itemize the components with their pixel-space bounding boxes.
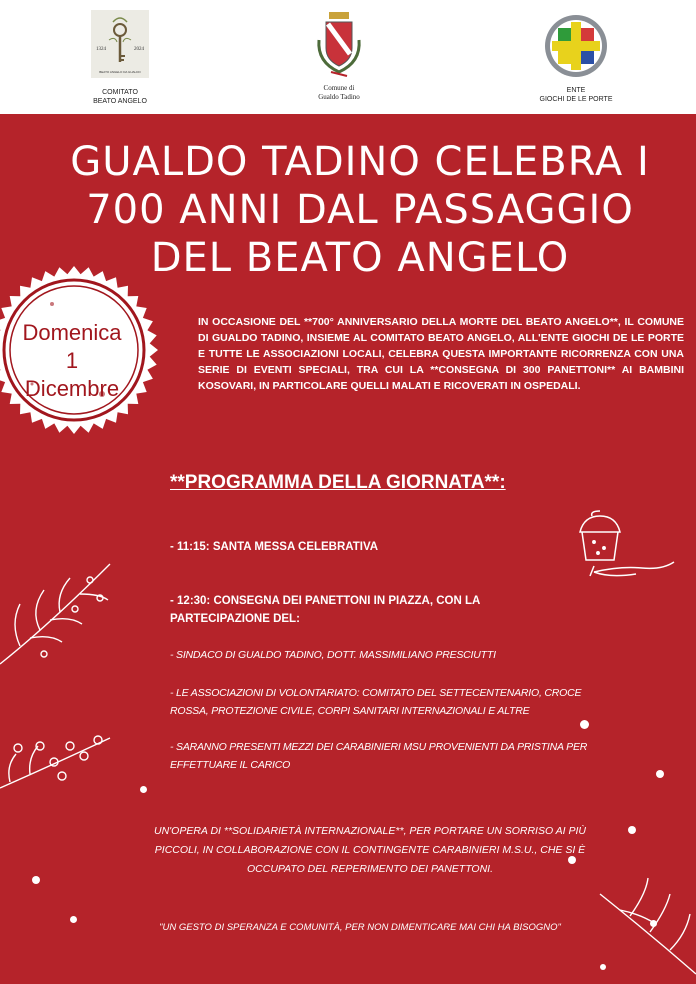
subitem-line: - SARANNO PRESENTI MEZZI DEI CARABINIERI MSU PROVENIENTI DA PRISTINA PER [170,741,588,753]
stamp-text [0,319,152,403]
program-subitem [170,684,640,720]
coat-of-arms-icon [309,10,369,82]
years-left: 1324 [96,47,106,52]
cross-emblem-icon [544,14,608,78]
closing-line: OCCUPATO DEL REPERIMENTO DEI PANETTONI. [246,863,494,875]
logo-caption: ENTE GIOCHI DE LE PORTE [539,87,613,103]
decorative-dot [600,964,606,970]
logo-caption: Comune di Gualdo Tadino [318,84,360,101]
decorative-dot [580,720,589,729]
closing-quote: "UN GESTO DI SPERANZA E COMUNITÀ, PER NON DIMENTICARE MAI CHI HA BISOGNO" [159,922,561,933]
program-item-line: - 12:30: CONSEGNA DEI PANETTONI IN PIAZZA, CON LA [170,595,481,607]
subitem-line: - LE ASSOCIAZIONI DI VOLONTARIATO: COMITATO DEL SETTECENTENARIO, CROCE [170,687,582,699]
decorative-dot [70,916,77,923]
intro-paragraph: IN OCCASIONE DEL **700° ANNIVERSARIO DELLA MORTE DEL BEATO ANGELO**, IL COMUNE DI GUALDO TADINO, INSIEME AL COMITATO BEATO ANGELO, ALL'ENTE GIOCHI DE LE PORTE E TUTTE LE ASSOCIAZIONI LOCALI, CELEBRA QUESTA IMPORTANTE RICORRENZA CON UNA SERIE DI EVENTI SPECIALI, TRA CUI LA **CONSEGNA DI 300 PANETTONI** AI BAMBINI KOSOVARI, IN PARTICOLARE QUELLI MALATI E RICOVERATI IN OSPEDALI. [198,316,684,392]
branch-icon [0,554,120,674]
decorative-dot [32,876,40,884]
program-item-line: PARTECIPAZIONE DEL: [170,613,300,625]
decorative-dot [656,770,664,778]
years-right: 2024 [134,47,144,52]
program-item: - 11:15: SANTA MESSA CELEBRATIVA [170,541,379,553]
logo-ente-giochi [536,14,616,104]
program-subitem [170,738,640,774]
panettone-hand-icon [570,508,680,588]
branch-icon [590,854,696,984]
decorative-dot [628,826,636,834]
stamp-day: 1 [65,348,79,373]
header [0,0,696,114]
logo-comitato-beato-angelo [88,10,152,106]
stamp-weekday: Domenica [22,320,122,345]
decorative-dot [140,786,147,793]
stamp-month: Dicembre [24,376,120,401]
title-line: DEL BEATO ANGELO [150,235,570,281]
subitem-line: ROSSA, PROTEZIONE CIVILE, CORPI SANITARI INTERNAZIONALI E ALTRE [170,705,530,717]
closing-line: PICCOLI, IN COLLABORAZIONE CON IL CONTINGENTE CARABINIERI M.S.U., CHE SI È [154,844,586,856]
date-stamp [0,264,164,436]
program-title: **PROGRAMMA DELLA GIORNATA**: [170,472,506,493]
branch-icon [0,726,120,796]
tiny-caption: BEATO ANGELO DA GUALDO [99,70,141,74]
title-line: GUALDO TADINO CELEBRA I [70,139,650,185]
program-subitem: - SINDACO DI GUALDO TADINO, DOTT. MASSIMILIANO PRESCIUTTI [170,649,496,661]
page-title [60,138,660,282]
decorative-dot [568,856,576,864]
closing-paragraph [100,822,640,879]
key-emblem-icon [91,10,149,78]
logo-comune-gualdo-tadino [304,10,374,102]
program-item [170,592,480,628]
logo-caption: COMITATO BEATO ANGELO [93,89,147,105]
subitem-line: EFFETTUARE IL CARICO [170,759,291,771]
decorative-dot [650,920,657,927]
closing-line: UN'OPERA DI **SOLIDARIETÀ INTERNAZIONALE**, PER PORTARE UN SORRISO AI PIÙ [153,825,586,837]
poster [0,114,696,984]
title-line: 700 ANNI DAL PASSAGGIO [86,187,634,233]
